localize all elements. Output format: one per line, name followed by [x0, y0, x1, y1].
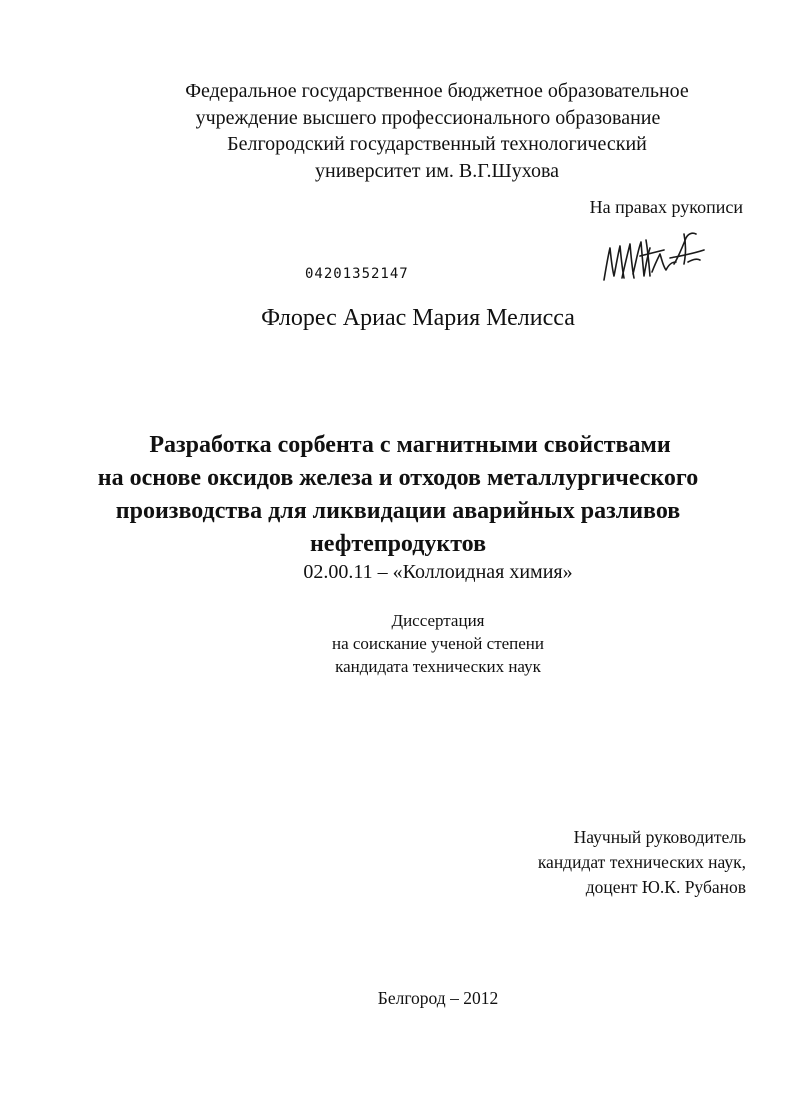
title-line: на основе оксидов железа и отходов металлургического [97, 465, 699, 491]
supervisor-line: Научный руководитель [573, 827, 746, 847]
degree-line: Диссертация [391, 611, 485, 630]
specialty-code: 02.00.11 – «Коллоидная химия» [303, 561, 573, 583]
degree-line: на соискание ученой степени [331, 634, 545, 653]
supervisor-block [538, 825, 746, 900]
supervisor-line: доцент Ю.К. Рубанов [585, 877, 746, 897]
degree-statement [0, 609, 796, 678]
degree-line: кандидата технических наук [335, 657, 541, 676]
institution-line: университет им. В.Г.Шухова [314, 159, 560, 182]
manuscript-rights-note: На правах рукописи [589, 197, 743, 217]
title-line: Разработка сорбента с магнитными свойствами [149, 432, 671, 458]
institution-line: Федеральное государственное бюджетное образовательное [185, 80, 689, 102]
city-year: Белгород – 2012 [377, 988, 499, 1008]
institution-line: Белгородский государственный технологический [227, 133, 647, 155]
institution-header [0, 78, 796, 184]
author-name: Флорес Ариас Мария Мелисса [261, 305, 575, 331]
title-line: нефтепродуктов [309, 531, 487, 557]
thesis-title [0, 429, 796, 561]
institution-line: учреждение высшего профессионального образование [195, 106, 661, 129]
supervisor-line: кандидат технических наук, [537, 852, 746, 872]
registration-number: 04201352147 [305, 266, 409, 282]
signature-icon [600, 228, 708, 284]
title-line: производства для ликвидации аварийных разливов [115, 498, 681, 524]
